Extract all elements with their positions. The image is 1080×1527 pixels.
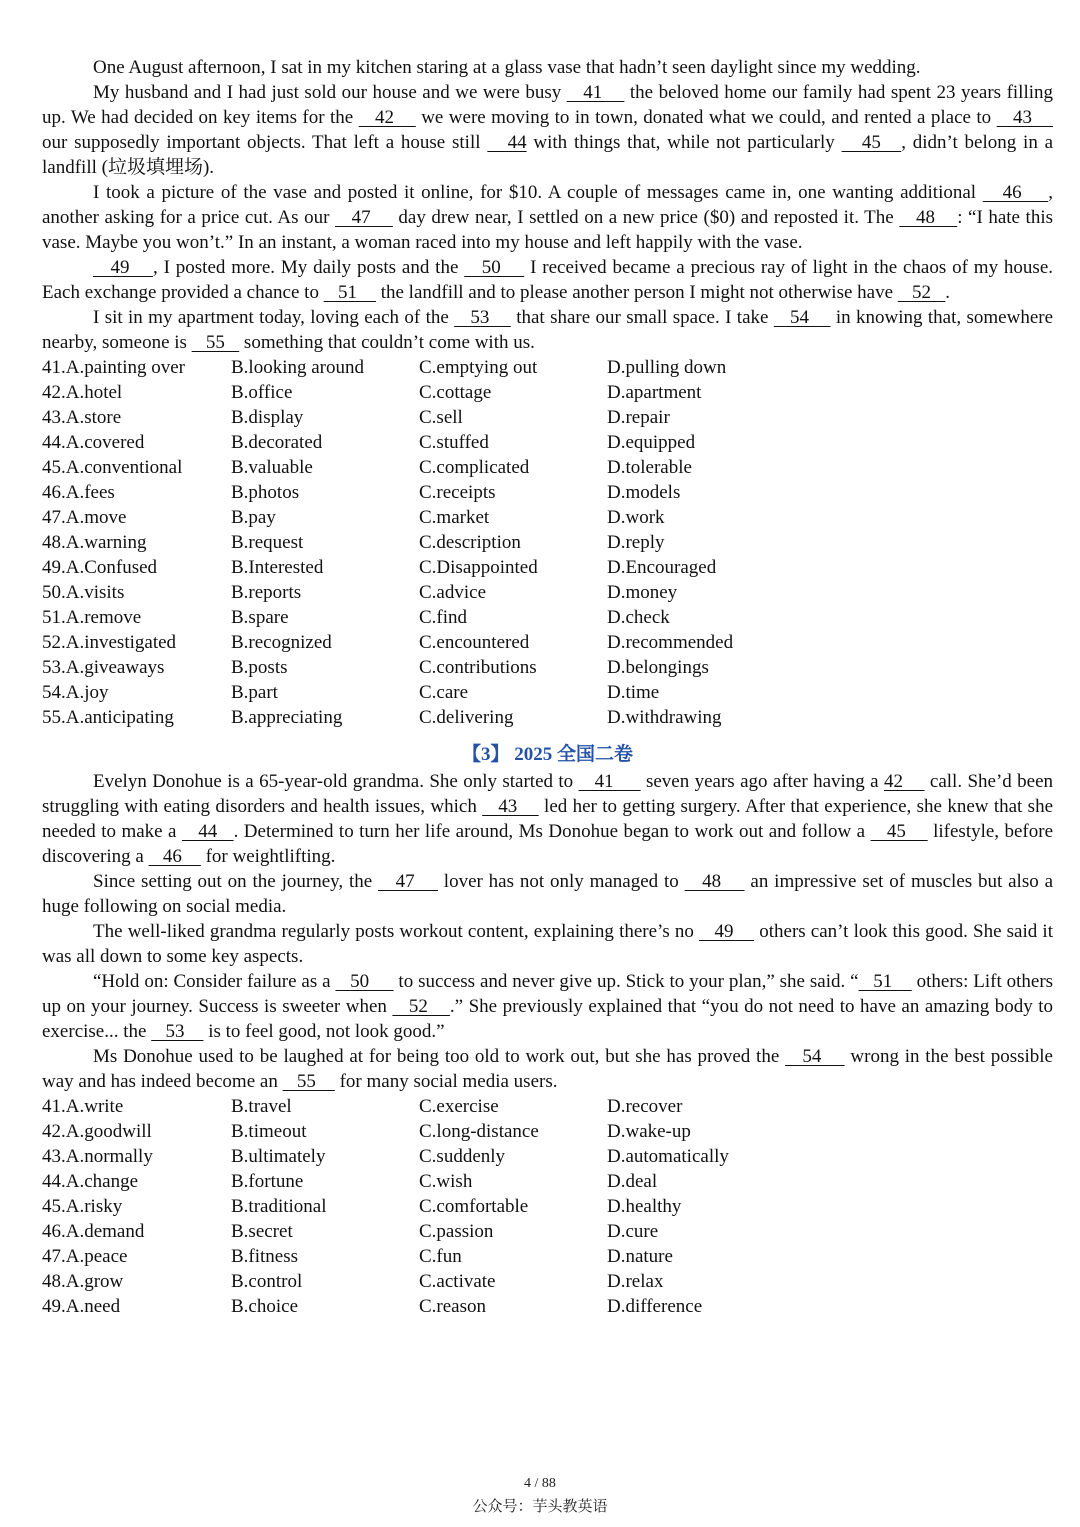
option-row xyxy=(42,680,1053,705)
paragraph-text: led her to getting surgery. After that experience, she knew that she needed to make a xyxy=(42,796,1053,842)
paragraph-text: , I posted more. My daily posts and the xyxy=(152,257,465,278)
option-choice: D.check xyxy=(607,607,670,628)
paragraph xyxy=(42,255,1053,305)
option-choice: 46.A.demand xyxy=(42,1221,145,1242)
answer-blank: 45 xyxy=(841,132,902,153)
paragraph-text: an impressive set of muscles but also a huge following on social media. xyxy=(42,871,1054,917)
paragraph xyxy=(42,55,1053,80)
option-choice: 46.A.fees xyxy=(42,482,115,503)
paragraph xyxy=(42,180,1053,255)
option-choice: B.request xyxy=(231,532,304,553)
option-choice: D.nature xyxy=(607,1246,673,1267)
answer-blank: 41 xyxy=(578,771,641,792)
option-choice: D.recommended xyxy=(607,632,734,653)
answer-blank: 53 xyxy=(454,307,511,328)
option-choice: C.comfortable xyxy=(419,1196,529,1217)
answer-blank: 44 xyxy=(181,821,234,842)
option-choice: C.activate xyxy=(419,1271,496,1292)
option-row xyxy=(42,1219,1053,1244)
answer-blank: 41 xyxy=(566,82,625,103)
option-choice: D.equipped xyxy=(607,432,696,453)
answer-blank: 47 xyxy=(378,871,438,892)
option-choice: D.wake-up xyxy=(607,1121,691,1142)
option-choice: B.reports xyxy=(231,582,302,603)
option-choice: C.fun xyxy=(419,1246,462,1267)
paragraph-text: “Hold on: Consider failure as a xyxy=(93,971,336,992)
answer-blank: 52 xyxy=(897,282,946,303)
option-choice: C.exercise xyxy=(419,1096,499,1117)
option-choice: B.looking around xyxy=(231,357,364,378)
answer-blank: 50 xyxy=(464,257,525,278)
option-choice: C.market xyxy=(419,507,490,528)
answer-blank: 55 xyxy=(282,1071,335,1092)
paragraph-text: seven years ago after having a xyxy=(640,771,884,792)
paragraph-text: we were moving to in town, donated what we could, and rented a place to xyxy=(415,107,997,128)
option-choice: B.control xyxy=(231,1271,303,1292)
option-choice: B.travel xyxy=(231,1096,292,1117)
answer-blank: 47 xyxy=(334,207,393,228)
option-row xyxy=(42,1094,1053,1119)
passage-3-options xyxy=(42,1094,1053,1319)
option-choice: D.models xyxy=(607,482,681,503)
option-choice: B.decorated xyxy=(231,432,323,453)
option-choice: D.difference xyxy=(607,1296,703,1317)
option-choice: 45.A.risky xyxy=(42,1196,123,1217)
option-choice: 54.A.joy xyxy=(42,682,109,703)
answer-blank: 49 xyxy=(699,921,755,942)
option-choice: D.cure xyxy=(607,1221,659,1242)
option-choice: D.pulling down xyxy=(607,357,727,378)
option-row xyxy=(42,405,1053,430)
answer-blank: 51 xyxy=(323,282,376,303)
option-choice: B.pay xyxy=(231,507,276,528)
paragraph-text: the landfill and to please another person I might not otherwise have xyxy=(375,282,898,303)
option-choice: C.long-distance xyxy=(419,1121,539,1142)
option-choice: 44.A.covered xyxy=(42,432,145,453)
option-choice: D.withdrawing xyxy=(607,707,722,728)
option-choice: 55.A.anticipating xyxy=(42,707,174,728)
option-choice: C.passion xyxy=(419,1221,494,1242)
option-row xyxy=(42,1119,1053,1144)
option-choice: B.part xyxy=(231,682,278,703)
option-choice: D.time xyxy=(607,682,660,703)
paragraph-text: to success and never give up. Stick to your plan,” she said. “ xyxy=(393,971,859,992)
option-row xyxy=(42,1244,1053,1269)
option-choice: B.spare xyxy=(231,607,289,628)
option-choice: D.work xyxy=(607,507,665,528)
option-choice: B.Interested xyxy=(231,557,324,578)
option-choice: B.valuable xyxy=(231,457,313,478)
passage-2 xyxy=(42,55,1053,730)
option-choice: D.apartment xyxy=(607,382,702,403)
option-choice: 47.A.move xyxy=(42,507,127,528)
paragraph-text: I received became a precious ray of light in the chaos of my house. Each exchange provided a chance to xyxy=(42,257,1054,303)
option-choice: C.delivering xyxy=(419,707,514,728)
answer-blank: 53 xyxy=(151,1021,204,1042)
paragraph-text: , didn’t belong in a landfill (垃圾填埋场). xyxy=(42,132,1054,178)
option-choice: D.repair xyxy=(607,407,670,428)
option-choice: 42.A.goodwill xyxy=(42,1121,152,1142)
paragraph-text: day drew near, I settled on a new price ($0) and reposted it. The xyxy=(392,207,900,228)
section-3-title: 【3】 2025 全国二卷 xyxy=(461,744,633,765)
option-choice: D.healthy xyxy=(607,1196,682,1217)
answer-blank: 55 xyxy=(191,332,240,353)
paragraph-text: is to feel good, not look good.” xyxy=(203,1021,445,1042)
option-choice: D.Encouraged xyxy=(607,557,717,578)
paragraph xyxy=(42,869,1053,919)
paragraph-text: others can’t look this good. She said it was all down to some key aspects. xyxy=(42,921,1053,967)
option-choice: C.suddenly xyxy=(419,1146,506,1167)
paragraph-text: for weightlifting. xyxy=(200,846,336,867)
option-choice: B.secret xyxy=(231,1221,293,1242)
option-choice: 52.A.investigated xyxy=(42,632,177,653)
answer-blank: 50 xyxy=(335,971,394,992)
option-choice: C.reason xyxy=(419,1296,487,1317)
option-row xyxy=(42,380,1053,405)
option-row xyxy=(42,630,1053,655)
watermark-text: 公众号：芋头教英语 xyxy=(472,1499,608,1515)
paragraph-text: , another asking for a price cut. As our xyxy=(42,182,1054,228)
option-choice: C.care xyxy=(419,682,469,703)
answer-blank: 49 xyxy=(93,257,153,278)
paragraph-text: the beloved home our family had spent 23 years filling up. We had decided on key items for the xyxy=(42,82,1054,128)
option-choice: 48.A.warning xyxy=(42,532,147,553)
option-choice: C.emptying out xyxy=(419,357,538,378)
option-choice: C.sell xyxy=(419,407,463,428)
option-choice: B.recognized xyxy=(231,632,332,653)
option-choice: 43.A.store xyxy=(42,407,122,428)
option-row xyxy=(42,1269,1053,1294)
option-choice: D.automatically xyxy=(607,1146,729,1167)
paragraph xyxy=(42,919,1053,969)
document-page xyxy=(42,55,1053,1319)
paragraph-text: The well-liked grandma regularly posts workout content, explaining there’s no xyxy=(93,921,700,942)
answer-blank: 46 xyxy=(982,182,1049,203)
option-choice: C.wish xyxy=(419,1171,473,1192)
option-choice: C.advice xyxy=(419,582,487,603)
option-row xyxy=(42,355,1053,380)
option-choice: D.reply xyxy=(607,532,665,553)
option-choice: C.Disappointed xyxy=(419,557,538,578)
option-choice: C.cottage xyxy=(419,382,492,403)
option-row xyxy=(42,480,1053,505)
option-choice: 44.A.change xyxy=(42,1171,139,1192)
option-choice: D.recover xyxy=(607,1096,683,1117)
answer-blank: 45 xyxy=(870,821,928,842)
option-choice: 47.A.peace xyxy=(42,1246,128,1267)
answer-blank: 54 xyxy=(773,307,831,328)
paragraph-text: that share our small space. I take xyxy=(510,307,774,328)
paragraph xyxy=(42,1044,1053,1094)
option-choice: 48.A.grow xyxy=(42,1271,124,1292)
option-choice: B.ultimately xyxy=(231,1146,326,1167)
option-choice: 41.A.painting over xyxy=(42,357,186,378)
paragraph xyxy=(42,769,1053,869)
passage-3-paragraphs xyxy=(42,769,1053,1094)
option-choice: B.appreciating xyxy=(231,707,343,728)
option-choice: C.encountered xyxy=(419,632,530,653)
option-row xyxy=(42,1194,1053,1219)
answer-blank: 42 xyxy=(883,771,925,792)
answer-blank: 54 xyxy=(785,1046,845,1067)
option-choice: B.display xyxy=(231,407,304,428)
option-choice: B.fitness xyxy=(231,1246,299,1267)
paragraph xyxy=(42,80,1053,180)
option-choice: 51.A.remove xyxy=(42,607,142,628)
option-choice: C.contributions xyxy=(419,657,537,678)
paragraph-text: lover has not only managed to xyxy=(437,871,685,892)
option-row xyxy=(42,1294,1053,1319)
paragraph-text: others: Lift others up on your journey. Success is sweeter when xyxy=(42,971,1054,1017)
paragraph-text: Evelyn Donohue is a 65-year-old grandma. She only started to xyxy=(93,771,579,792)
paragraph-text: I sit in my apartment today, loving each of the xyxy=(93,307,455,328)
option-row xyxy=(42,455,1053,480)
answer-blank: 48 xyxy=(899,207,958,228)
option-choice: 49.A.Confused xyxy=(42,557,158,578)
paragraph-text: our supposedly important objects. That left a house still xyxy=(42,132,488,153)
option-choice: B.office xyxy=(231,382,293,403)
option-choice: 45.A.conventional xyxy=(42,457,183,478)
option-choice: B.photos xyxy=(231,482,300,503)
answer-blank: 43 xyxy=(996,107,1054,128)
option-choice: 50.A.visits xyxy=(42,582,125,603)
option-row xyxy=(42,505,1053,530)
paragraph-text: . xyxy=(945,282,951,303)
option-choice: C.find xyxy=(419,607,468,628)
paragraph-text: wrong in the best possible way and has indeed become an xyxy=(42,1046,1053,1092)
option-choice: B.posts xyxy=(231,657,288,678)
paragraph-text: call. She’d been struggling with eating disorders and health issues, which xyxy=(42,771,1054,817)
paragraph xyxy=(42,305,1053,355)
option-choice: C.stuffed xyxy=(419,432,489,453)
option-choice: 41.A.write xyxy=(42,1096,124,1117)
option-choice: D.tolerable xyxy=(607,457,692,478)
paragraph-text: One August afternoon, I sat in my kitchen staring at a glass vase that hadn’t seen daylight since my wedding. xyxy=(93,57,921,78)
option-choice: D.money xyxy=(607,582,678,603)
paragraph-text: Since setting out on the journey, the xyxy=(93,871,379,892)
page-number: 4 / 88 xyxy=(524,1476,556,1491)
paragraph-text: My husband and I had just sold our house and we were busy xyxy=(93,82,567,103)
answer-blank: 42 xyxy=(358,107,416,128)
option-row xyxy=(42,605,1053,630)
option-choice: B.timeout xyxy=(231,1121,307,1142)
option-row xyxy=(42,1144,1053,1169)
answer-blank: 48 xyxy=(684,871,745,892)
answer-blank: 43 xyxy=(482,796,539,817)
answer-blank: 46 xyxy=(148,846,201,867)
option-row xyxy=(42,1169,1053,1194)
paragraph-text: Ms Donohue used to be laughed at for being too old to work out, but she has proved the xyxy=(93,1046,786,1067)
answer-blank: 52 xyxy=(392,996,450,1017)
option-row xyxy=(42,430,1053,455)
option-choice: B.choice xyxy=(231,1296,299,1317)
option-choice: D.belongings xyxy=(607,657,709,678)
option-row xyxy=(42,580,1053,605)
option-choice: 53.A.giveaways xyxy=(42,657,165,678)
passage-2-paragraphs xyxy=(42,55,1053,355)
paragraph-text: .” She previously explained that “you do not need to have an amazing body to exercise... the xyxy=(42,996,1053,1042)
paragraph-text: I took a picture of the vase and posted it online, for $10. A couple of messages came in, one wanting additional xyxy=(93,182,983,203)
passage-3 xyxy=(42,769,1053,1319)
paragraph-text: : “I hate this vase. Maybe you won’t.” In an instant, a woman raced into my house and left happily with the vase. xyxy=(42,207,1053,253)
option-choice: 49.A.need xyxy=(42,1296,121,1317)
option-choice: D.relax xyxy=(607,1271,664,1292)
paragraph-text: with things that, while not particularly xyxy=(526,132,842,153)
option-choice: 42.A.hotel xyxy=(42,382,123,403)
paragraph-text: lifestyle, before discovering a xyxy=(42,821,1054,867)
option-choice: C.description xyxy=(419,532,521,553)
option-choice: B.traditional xyxy=(231,1196,327,1217)
answer-blank: 44 xyxy=(487,132,527,153)
paragraph-text: . Determined to turn her life around, Ms Donohue began to work out and follow a xyxy=(233,821,871,842)
passage-2-options xyxy=(42,355,1053,730)
option-row xyxy=(42,705,1053,730)
paragraph-text: in knowing that, somewhere nearby, someone is xyxy=(42,307,1054,353)
option-choice: C.receipts xyxy=(419,482,496,503)
option-row xyxy=(42,530,1053,555)
option-choice: 43.A.normally xyxy=(42,1146,153,1167)
answer-blank: 51 xyxy=(858,971,912,992)
paragraph-text: something that couldn’t come with us. xyxy=(239,332,535,353)
paragraph xyxy=(42,969,1053,1044)
paragraph-text: for many social media users. xyxy=(334,1071,558,1092)
option-row xyxy=(42,655,1053,680)
option-choice: C.complicated xyxy=(419,457,530,478)
option-row xyxy=(42,555,1053,580)
option-choice: D.deal xyxy=(607,1171,658,1192)
option-choice: B.fortune xyxy=(231,1171,304,1192)
